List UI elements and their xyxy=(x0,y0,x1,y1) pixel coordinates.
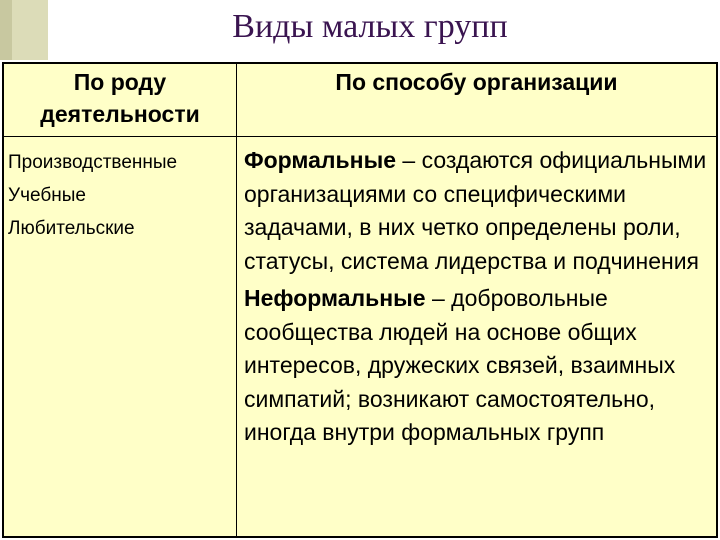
formal-groups-definition xyxy=(244,144,712,278)
list-item: Учебные xyxy=(8,185,86,206)
activity-types-list xyxy=(8,146,234,245)
header-organization-method: По способу организации xyxy=(335,69,618,95)
groups-table xyxy=(2,62,718,538)
formal-term: Формальные xyxy=(244,147,397,173)
slide-title: Виды малых групп xyxy=(232,8,508,45)
header-divider xyxy=(4,136,716,137)
list-item: Производственные xyxy=(8,152,178,173)
informal-term: Неформальные xyxy=(244,285,426,311)
list-item: Любительские xyxy=(8,218,135,239)
organization-types xyxy=(244,144,712,454)
header-activity-type: По роду деятельности xyxy=(40,69,200,127)
formal-description: – создаются официальными организациями со специфическими задачами, в них четко определены роли, статусы, система лидерства и подчинения xyxy=(244,147,707,274)
column-divider xyxy=(236,64,237,536)
informal-description: – добровольные сообщества людей на основе общих интересов, дружеских связей, взаимных симпатий; возникают самостоятельно, иногда внутри формальных групп xyxy=(244,285,676,445)
informal-groups-definition xyxy=(244,282,712,450)
